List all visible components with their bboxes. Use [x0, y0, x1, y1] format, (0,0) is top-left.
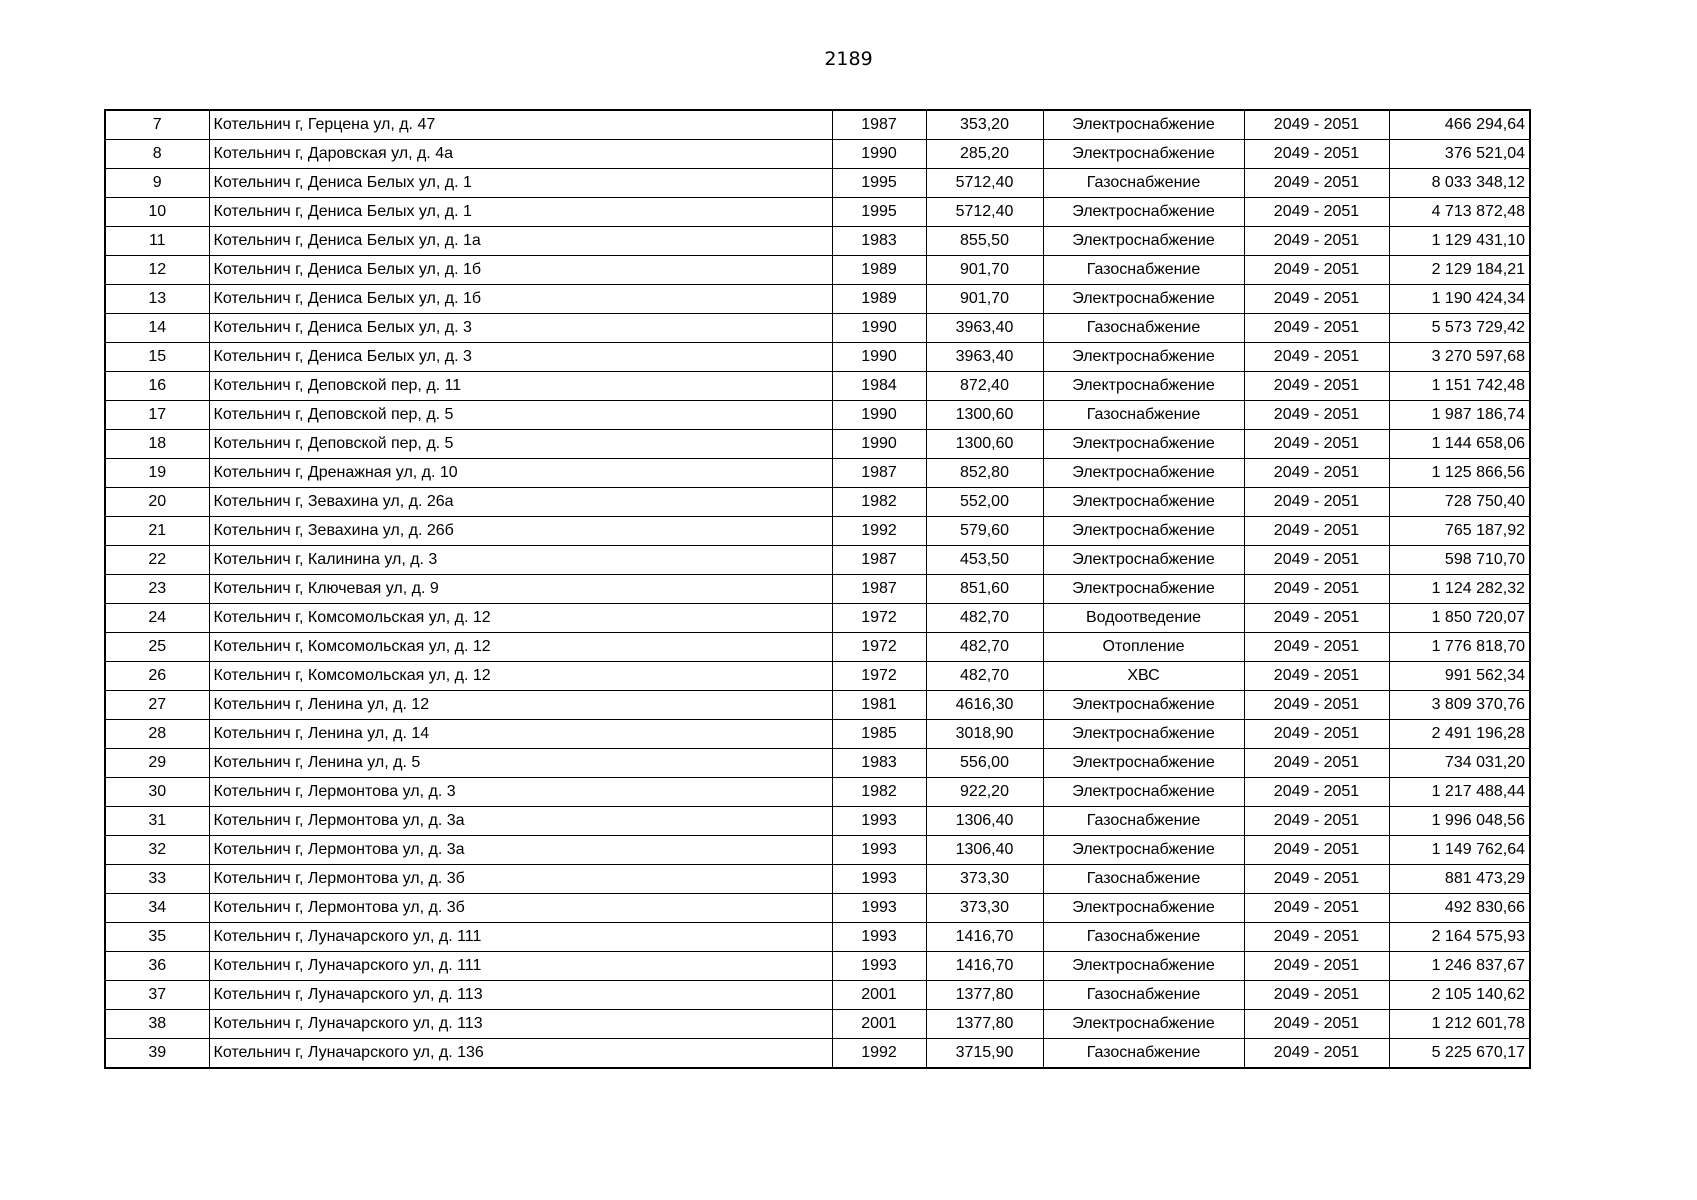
address-cell: Котельнич г, Луначарского ул, д. 111 [209, 923, 832, 952]
address-cell: Котельнич г, Ленина ул, д. 14 [209, 720, 832, 749]
row-number-cell: 20 [105, 488, 209, 517]
table-row [105, 198, 1530, 227]
cost-cell: 1 129 431,10 [1389, 227, 1530, 256]
cost-cell: 466 294,64 [1389, 110, 1530, 140]
row-number-cell: 28 [105, 720, 209, 749]
row-number-cell: 36 [105, 952, 209, 981]
year-cell: 1993 [832, 865, 926, 894]
table-row [105, 575, 1530, 604]
period-cell: 2049 - 2051 [1244, 459, 1389, 488]
period-cell: 2049 - 2051 [1244, 691, 1389, 720]
year-cell: 1992 [832, 1039, 926, 1069]
table-row [105, 865, 1530, 894]
area-cell: 373,30 [926, 894, 1043, 923]
table-row [105, 749, 1530, 778]
area-cell: 1306,40 [926, 807, 1043, 836]
year-cell: 1990 [832, 343, 926, 372]
period-cell: 2049 - 2051 [1244, 430, 1389, 459]
cost-cell: 8 033 348,12 [1389, 169, 1530, 198]
year-cell: 1972 [832, 633, 926, 662]
cost-cell: 1 246 837,67 [1389, 952, 1530, 981]
area-cell: 1416,70 [926, 952, 1043, 981]
row-number-cell: 32 [105, 836, 209, 865]
cost-cell: 1 850 720,07 [1389, 604, 1530, 633]
year-cell: 1981 [832, 691, 926, 720]
year-cell: 1993 [832, 923, 926, 952]
row-number-cell: 27 [105, 691, 209, 720]
cost-cell: 1 149 762,64 [1389, 836, 1530, 865]
area-cell: 285,20 [926, 140, 1043, 169]
cost-cell: 5 573 729,42 [1389, 314, 1530, 343]
row-number-cell: 7 [105, 110, 209, 140]
service-cell: Электроснабжение [1043, 110, 1244, 140]
service-cell: Газоснабжение [1043, 981, 1244, 1010]
address-cell: Котельнич г, Калинина ул, д. 3 [209, 546, 832, 575]
table-row [105, 256, 1530, 285]
table-row [105, 169, 1530, 198]
cost-cell: 1 190 424,34 [1389, 285, 1530, 314]
cost-cell: 598 710,70 [1389, 546, 1530, 575]
period-cell: 2049 - 2051 [1244, 314, 1389, 343]
year-cell: 1989 [832, 285, 926, 314]
row-number-cell: 35 [105, 923, 209, 952]
period-cell: 2049 - 2051 [1244, 401, 1389, 430]
area-cell: 556,00 [926, 749, 1043, 778]
table-row [105, 488, 1530, 517]
service-cell: Электроснабжение [1043, 894, 1244, 923]
year-cell: 1993 [832, 894, 926, 923]
period-cell: 2049 - 2051 [1244, 981, 1389, 1010]
period-cell: 2049 - 2051 [1244, 343, 1389, 372]
service-cell: Электроснабжение [1043, 140, 1244, 169]
row-number-cell: 14 [105, 314, 209, 343]
area-cell: 482,70 [926, 633, 1043, 662]
area-cell: 1377,80 [926, 981, 1043, 1010]
address-cell: Котельнич г, Комсомольская ул, д. 12 [209, 662, 832, 691]
period-cell: 2049 - 2051 [1244, 198, 1389, 227]
period-cell: 2049 - 2051 [1244, 836, 1389, 865]
period-cell: 2049 - 2051 [1244, 110, 1389, 140]
area-cell: 901,70 [926, 256, 1043, 285]
row-number-cell: 19 [105, 459, 209, 488]
area-cell: 855,50 [926, 227, 1043, 256]
page-number: 2189 [824, 48, 873, 70]
address-cell: Котельнич г, Комсомольская ул, д. 12 [209, 633, 832, 662]
address-cell: Котельнич г, Дениса Белых ул, д. 1 [209, 198, 832, 227]
row-number-cell: 17 [105, 401, 209, 430]
address-cell: Котельнич г, Дениса Белых ул, д. 1 [209, 169, 832, 198]
cost-cell: 728 750,40 [1389, 488, 1530, 517]
service-cell: Газоснабжение [1043, 256, 1244, 285]
service-cell: ХВС [1043, 662, 1244, 691]
service-cell: Электроснабжение [1043, 575, 1244, 604]
row-number-cell: 24 [105, 604, 209, 633]
address-cell: Котельнич г, Деповской пер, д. 11 [209, 372, 832, 401]
address-cell: Котельнич г, Комсомольская ул, д. 12 [209, 604, 832, 633]
table-row [105, 981, 1530, 1010]
table-row [105, 517, 1530, 546]
year-cell: 1972 [832, 662, 926, 691]
period-cell: 2049 - 2051 [1244, 923, 1389, 952]
service-cell: Электроснабжение [1043, 198, 1244, 227]
area-cell: 353,20 [926, 110, 1043, 140]
area-cell: 3715,90 [926, 1039, 1043, 1069]
service-cell: Газоснабжение [1043, 865, 1244, 894]
row-number-cell: 21 [105, 517, 209, 546]
row-number-cell: 33 [105, 865, 209, 894]
row-number-cell: 26 [105, 662, 209, 691]
row-number-cell: 31 [105, 807, 209, 836]
row-number-cell: 25 [105, 633, 209, 662]
area-cell: 482,70 [926, 662, 1043, 691]
period-cell: 2049 - 2051 [1244, 285, 1389, 314]
period-cell: 2049 - 2051 [1244, 256, 1389, 285]
row-number-cell: 13 [105, 285, 209, 314]
cost-cell: 1 776 818,70 [1389, 633, 1530, 662]
area-cell: 1377,80 [926, 1010, 1043, 1039]
row-number-cell: 15 [105, 343, 209, 372]
cost-cell: 2 491 196,28 [1389, 720, 1530, 749]
address-cell: Котельнич г, Деповской пер, д. 5 [209, 401, 832, 430]
cost-cell: 4 713 872,48 [1389, 198, 1530, 227]
cost-cell: 2 105 140,62 [1389, 981, 1530, 1010]
address-cell: Котельнич г, Луначарского ул, д. 113 [209, 981, 832, 1010]
service-cell: Газоснабжение [1043, 169, 1244, 198]
cost-cell: 492 830,66 [1389, 894, 1530, 923]
area-cell: 922,20 [926, 778, 1043, 807]
year-cell: 1983 [832, 227, 926, 256]
table-row [105, 807, 1530, 836]
service-cell: Газоснабжение [1043, 923, 1244, 952]
year-cell: 2001 [832, 1010, 926, 1039]
address-cell: Котельнич г, Лермонтова ул, д. 3б [209, 865, 832, 894]
year-cell: 1987 [832, 575, 926, 604]
year-cell: 1990 [832, 140, 926, 169]
table-row [105, 314, 1530, 343]
period-cell: 2049 - 2051 [1244, 604, 1389, 633]
year-cell: 1990 [832, 401, 926, 430]
year-cell: 1982 [832, 778, 926, 807]
table-row [105, 459, 1530, 488]
table-row [105, 285, 1530, 314]
year-cell: 1990 [832, 430, 926, 459]
table-row [105, 778, 1530, 807]
table-row [105, 691, 1530, 720]
address-cell: Котельнич г, Ленина ул, д. 5 [209, 749, 832, 778]
address-cell: Котельнич г, Лермонтова ул, д. 3а [209, 836, 832, 865]
cost-cell: 1 996 048,56 [1389, 807, 1530, 836]
service-cell: Электроснабжение [1043, 227, 1244, 256]
period-cell: 2049 - 2051 [1244, 865, 1389, 894]
period-cell: 2049 - 2051 [1244, 894, 1389, 923]
cost-cell: 1 151 742,48 [1389, 372, 1530, 401]
service-cell: Электроснабжение [1043, 343, 1244, 372]
table-row [105, 1010, 1530, 1039]
table-row [105, 1039, 1530, 1069]
row-number-cell: 23 [105, 575, 209, 604]
row-number-cell: 9 [105, 169, 209, 198]
year-cell: 1987 [832, 546, 926, 575]
period-cell: 2049 - 2051 [1244, 140, 1389, 169]
row-number-cell: 39 [105, 1039, 209, 1069]
address-cell: Котельнич г, Ключевая ул, д. 9 [209, 575, 832, 604]
row-number-cell: 18 [105, 430, 209, 459]
service-cell: Водоотведение [1043, 604, 1244, 633]
service-cell: Электроснабжение [1043, 720, 1244, 749]
address-cell: Котельнич г, Лермонтова ул, д. 3 [209, 778, 832, 807]
service-cell: Газоснабжение [1043, 807, 1244, 836]
period-cell: 2049 - 2051 [1244, 807, 1389, 836]
row-number-cell: 37 [105, 981, 209, 1010]
address-cell: Котельнич г, Дениса Белых ул, д. 1б [209, 285, 832, 314]
service-cell: Газоснабжение [1043, 314, 1244, 343]
year-cell: 1990 [832, 314, 926, 343]
period-cell: 2049 - 2051 [1244, 662, 1389, 691]
table-body [105, 110, 1530, 1068]
address-cell: Котельнич г, Даровская ул, д. 4а [209, 140, 832, 169]
period-cell: 2049 - 2051 [1244, 227, 1389, 256]
table-row [105, 836, 1530, 865]
row-number-cell: 12 [105, 256, 209, 285]
cost-cell: 5 225 670,17 [1389, 1039, 1530, 1069]
service-cell: Электроснабжение [1043, 372, 1244, 401]
period-cell: 2049 - 2051 [1244, 575, 1389, 604]
service-cell: Газоснабжение [1043, 401, 1244, 430]
address-cell: Котельнич г, Дениса Белых ул, д. 1б [209, 256, 832, 285]
service-cell: Электроснабжение [1043, 430, 1244, 459]
year-cell: 2001 [832, 981, 926, 1010]
area-cell: 5712,40 [926, 169, 1043, 198]
year-cell: 1993 [832, 952, 926, 981]
year-cell: 1993 [832, 836, 926, 865]
area-cell: 3018,90 [926, 720, 1043, 749]
address-cell: Котельнич г, Лермонтова ул, д. 3а [209, 807, 832, 836]
year-cell: 1989 [832, 256, 926, 285]
period-cell: 2049 - 2051 [1244, 372, 1389, 401]
period-cell: 2049 - 2051 [1244, 633, 1389, 662]
cost-cell: 2 129 184,21 [1389, 256, 1530, 285]
service-cell: Электроснабжение [1043, 952, 1244, 981]
table-row [105, 633, 1530, 662]
cost-cell: 991 562,34 [1389, 662, 1530, 691]
period-cell: 2049 - 2051 [1244, 169, 1389, 198]
year-cell: 1993 [832, 807, 926, 836]
address-cell: Котельнич г, Герцена ул, д. 47 [209, 110, 832, 140]
table-row [105, 401, 1530, 430]
address-cell: Котельнич г, Луначарского ул, д. 136 [209, 1039, 832, 1069]
area-cell: 482,70 [926, 604, 1043, 633]
table-row [105, 110, 1530, 140]
cost-cell: 1 144 658,06 [1389, 430, 1530, 459]
year-cell: 1987 [832, 110, 926, 140]
address-cell: Котельнич г, Дренажная ул, д. 10 [209, 459, 832, 488]
table-row [105, 720, 1530, 749]
period-cell: 2049 - 2051 [1244, 1010, 1389, 1039]
service-cell: Электроснабжение [1043, 749, 1244, 778]
area-cell: 3963,40 [926, 343, 1043, 372]
table-row [105, 952, 1530, 981]
row-number-cell: 29 [105, 749, 209, 778]
area-cell: 872,40 [926, 372, 1043, 401]
table-row [105, 604, 1530, 633]
cost-cell: 1 987 186,74 [1389, 401, 1530, 430]
service-cell: Электроснабжение [1043, 1010, 1244, 1039]
table-row [105, 546, 1530, 575]
table-row [105, 343, 1530, 372]
cost-cell: 1 125 866,56 [1389, 459, 1530, 488]
cost-cell: 3 270 597,68 [1389, 343, 1530, 372]
service-cell: Отопление [1043, 633, 1244, 662]
address-cell: Котельнич г, Дениса Белых ул, д. 3 [209, 343, 832, 372]
area-cell: 851,60 [926, 575, 1043, 604]
area-cell: 1416,70 [926, 923, 1043, 952]
year-cell: 1983 [832, 749, 926, 778]
period-cell: 2049 - 2051 [1244, 749, 1389, 778]
area-cell: 1300,60 [926, 430, 1043, 459]
year-cell: 1985 [832, 720, 926, 749]
service-cell: Электроснабжение [1043, 285, 1244, 314]
table-row [105, 662, 1530, 691]
table-row [105, 227, 1530, 256]
address-cell: Котельнич г, Лермонтова ул, д. 3б [209, 894, 832, 923]
year-cell: 1992 [832, 517, 926, 546]
period-cell: 2049 - 2051 [1244, 952, 1389, 981]
service-cell: Электроснабжение [1043, 691, 1244, 720]
cost-cell: 1 217 488,44 [1389, 778, 1530, 807]
table-row [105, 894, 1530, 923]
cost-cell: 3 809 370,76 [1389, 691, 1530, 720]
area-cell: 1306,40 [926, 836, 1043, 865]
area-cell: 4616,30 [926, 691, 1043, 720]
area-cell: 3963,40 [926, 314, 1043, 343]
table-row [105, 923, 1530, 952]
area-cell: 852,80 [926, 459, 1043, 488]
address-cell: Котельнич г, Луначарского ул, д. 111 [209, 952, 832, 981]
service-cell: Электроснабжение [1043, 459, 1244, 488]
year-cell: 1984 [832, 372, 926, 401]
area-cell: 901,70 [926, 285, 1043, 314]
cost-cell: 881 473,29 [1389, 865, 1530, 894]
service-cell: Газоснабжение [1043, 1039, 1244, 1069]
row-number-cell: 34 [105, 894, 209, 923]
cost-cell: 1 212 601,78 [1389, 1010, 1530, 1039]
row-number-cell: 22 [105, 546, 209, 575]
address-cell: Котельнич г, Зевахина ул, д. 26а [209, 488, 832, 517]
table-row [105, 372, 1530, 401]
cost-cell: 376 521,04 [1389, 140, 1530, 169]
period-cell: 2049 - 2051 [1244, 517, 1389, 546]
address-cell: Котельнич г, Луначарского ул, д. 113 [209, 1010, 832, 1039]
address-cell: Котельнич г, Зевахина ул, д. 26б [209, 517, 832, 546]
row-number-cell: 11 [105, 227, 209, 256]
area-cell: 453,50 [926, 546, 1043, 575]
row-number-cell: 38 [105, 1010, 209, 1039]
address-cell: Котельнич г, Дениса Белых ул, д. 3 [209, 314, 832, 343]
service-cell: Электроснабжение [1043, 546, 1244, 575]
area-cell: 552,00 [926, 488, 1043, 517]
year-cell: 1987 [832, 459, 926, 488]
row-number-cell: 10 [105, 198, 209, 227]
cost-cell: 734 031,20 [1389, 749, 1530, 778]
row-number-cell: 30 [105, 778, 209, 807]
address-cell: Котельнич г, Ленина ул, д. 12 [209, 691, 832, 720]
address-cell: Котельнич г, Деповской пер, д. 5 [209, 430, 832, 459]
year-cell: 1995 [832, 198, 926, 227]
table-row [105, 430, 1530, 459]
year-cell: 1995 [832, 169, 926, 198]
period-cell: 2049 - 2051 [1244, 488, 1389, 517]
service-cell: Электроснабжение [1043, 778, 1244, 807]
service-cell: Электроснабжение [1043, 836, 1244, 865]
cost-cell: 1 124 282,32 [1389, 575, 1530, 604]
year-cell: 1972 [832, 604, 926, 633]
period-cell: 2049 - 2051 [1244, 720, 1389, 749]
area-cell: 373,30 [926, 865, 1043, 894]
area-cell: 579,60 [926, 517, 1043, 546]
period-cell: 2049 - 2051 [1244, 546, 1389, 575]
area-cell: 5712,40 [926, 198, 1043, 227]
row-number-cell: 8 [105, 140, 209, 169]
service-cell: Электроснабжение [1043, 488, 1244, 517]
year-cell: 1982 [832, 488, 926, 517]
address-cell: Котельнич г, Дениса Белых ул, д. 1а [209, 227, 832, 256]
period-cell: 2049 - 2051 [1244, 1039, 1389, 1069]
area-cell: 1300,60 [926, 401, 1043, 430]
cost-cell: 2 164 575,93 [1389, 923, 1530, 952]
table-row [105, 140, 1530, 169]
registry-table [104, 109, 1531, 1069]
cost-cell: 765 187,92 [1389, 517, 1530, 546]
period-cell: 2049 - 2051 [1244, 778, 1389, 807]
row-number-cell: 16 [105, 372, 209, 401]
service-cell: Электроснабжение [1043, 517, 1244, 546]
